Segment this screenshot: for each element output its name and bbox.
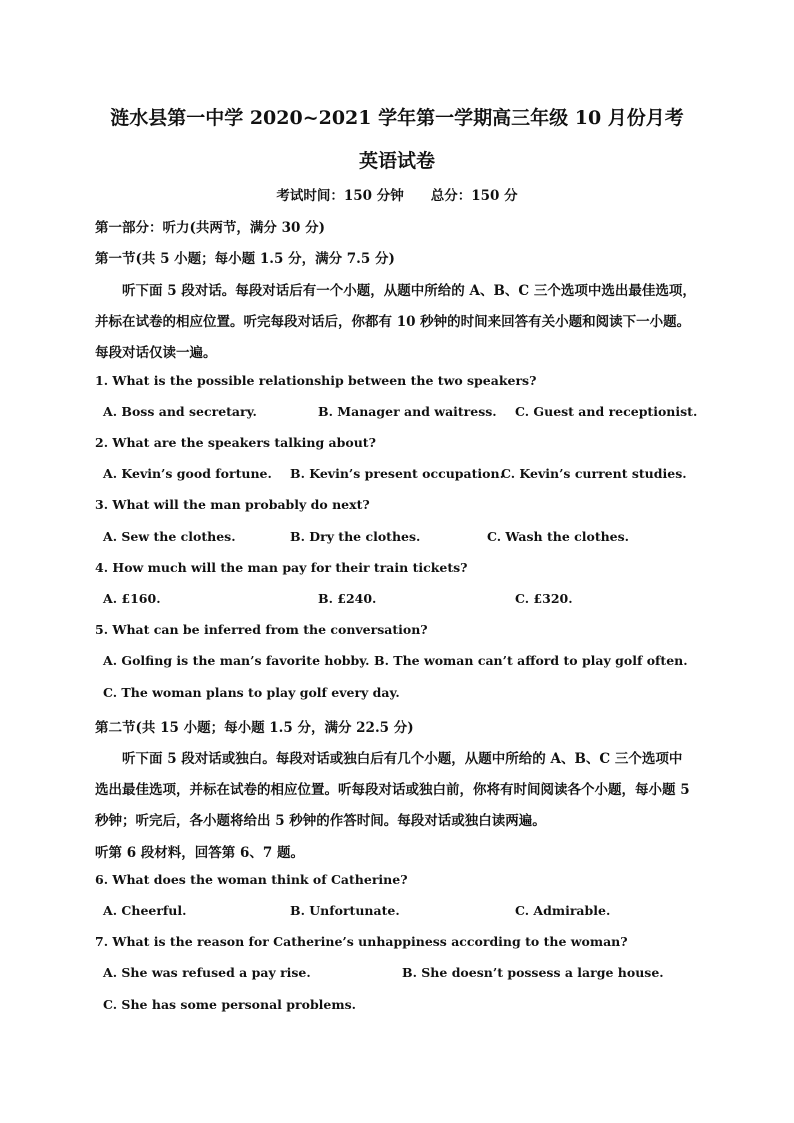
- part1-heading: 第一部分：听力(共两节，满分 30 分): [95, 220, 325, 236]
- exam-title: 涟水县第一中学 2020~2021 学年第一学期高三年级 10 月份月考: [110, 107, 684, 129]
- question-text: 6. What does the woman think of Catherine?: [95, 872, 408, 887]
- option-a: A. Boss and secretary.: [103, 404, 257, 419]
- section1-instructions-line: 并标在试卷的相应位置。听完每段对话后，你都有 10 秒钟的时间来回答有关小题和阅读下一小题。: [95, 314, 691, 330]
- option-a: A. £160.: [103, 591, 161, 606]
- question-text: 1. What is the possible relationship between the two speakers?: [95, 373, 537, 388]
- option-a: A. Cheerful.: [103, 903, 187, 918]
- option-c: C. Admirable.: [515, 903, 611, 918]
- material-heading: 听第 6 段材料，回答第 6、7 题。: [95, 845, 304, 861]
- option-a: A. Golfing is the man’s favorite hobby.: [103, 653, 370, 668]
- option-c: C. The woman plans to play golf every day.: [103, 685, 400, 700]
- option-c: C. She has some personal problems.: [103, 997, 356, 1012]
- option-a: A. She was refused a pay rise.: [103, 965, 311, 980]
- question-text: 4. How much will the man pay for their train tickets?: [95, 560, 468, 575]
- exam-info: 考试时间：150 分钟 总分：150 分: [276, 188, 518, 204]
- option-c: C. Kevin’s current studies.: [501, 466, 687, 481]
- option-b: B. Dry the clothes.: [290, 529, 421, 544]
- option-b: B. Manager and waitress.: [318, 404, 497, 419]
- exam-subtitle: 英语试卷: [358, 150, 435, 172]
- option-c: C. £320.: [515, 591, 573, 606]
- option-b: B. Kevin’s present occupation.: [290, 466, 504, 481]
- option-b: B. £240.: [318, 591, 377, 606]
- option-b: B. Unfortunate.: [290, 903, 400, 918]
- section2-instructions-line: 选出最佳选项，并标在试卷的相应位置。听每段对话或独白前，你将有时间阅读各个小题，每小题 5: [95, 782, 690, 798]
- question-text: 3. What will the man probably do next?: [95, 497, 370, 512]
- section1-instructions-line: 听下面 5 段对话。每段对话后有一个小题，从题中所给的 A、B、C 三个选项中选出最佳选项，: [122, 283, 696, 299]
- option-b: B. The woman can’t afford to play golf often.: [374, 653, 688, 668]
- question-text: 7. What is the reason for Catherine’s unhappiness according to the woman?: [95, 934, 628, 949]
- option-a: A. Kevin’s good fortune.: [103, 466, 272, 481]
- section2-heading: 第二节(共 15 小题；每小题 1.5 分，满分 22.5 分): [95, 720, 414, 736]
- question-text: 2. What are the speakers talking about?: [95, 435, 376, 450]
- option-c: C. Guest and receptionist.: [515, 404, 698, 419]
- option-a: A. Sew the clothes.: [103, 529, 236, 544]
- section1-instructions-line: 每段对话仅读一遍。: [95, 345, 217, 361]
- section2-instructions-line: 秒钟；听完后，各小题将给出 5 秒钟的作答时间。每段对话或独白读两遍。: [95, 813, 546, 829]
- option-c: C. Wash the clothes.: [487, 529, 630, 544]
- question-text: 5. What can be inferred from the conversation?: [95, 622, 428, 637]
- section1-heading: 第一节(共 5 小题；每小题 1.5 分，满分 7.5 分): [95, 251, 395, 267]
- section2-instructions-line: 听下面 5 段对话或独白。每段对话或独白后有几个小题，从题中所给的 A、B、C 三个选项中: [122, 751, 683, 767]
- option-b: B. She doesn’t possess a large house.: [402, 965, 664, 980]
